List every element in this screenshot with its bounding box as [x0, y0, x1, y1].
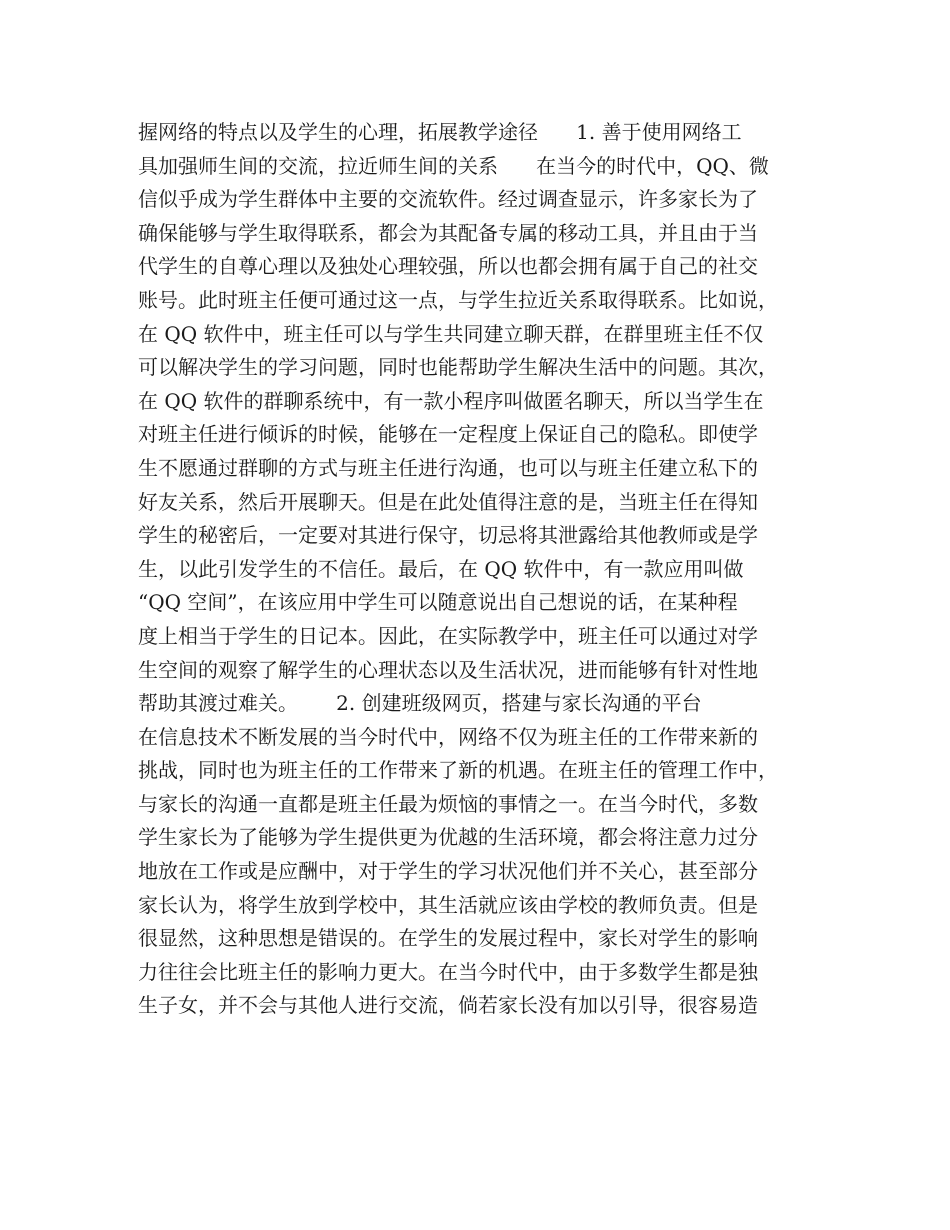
text-line: 力往往会比班主任的影响力更大。在当今时代中，由于多数学生都是独 [138, 959, 758, 984]
text-line: 生不愿通过群聊的方式与班主任进行沟通，也可以与班主任建立私下的 [138, 455, 758, 480]
text-line: 地放在工作或是应酬中，对于学生的学习状况他们并不关心，甚至部分 [138, 859, 758, 884]
text-line: 学生家长为了能够为学生提供更为优越的生活环境，都会将注意力过分 [138, 825, 758, 850]
text-line: 在 QQ 软件中，班主任可以与学生共同建立聊天群，在群里班主任不仅 [138, 321, 764, 346]
text-line: 在信息技术不断发展的当今时代中，网络不仅为班主任的工作带来新的 [138, 724, 758, 749]
text-line: 生空间的观察了解学生的心理状态以及生活状况，进而能够有针对性地 [138, 657, 758, 682]
text-line: 信似乎成为学生群体中主要的交流软件。经过调查显示，许多家长为了 [138, 187, 758, 212]
text-line: 握网络的特点以及学生的心理，拓展教学途径 1. 善于使用网络工 [138, 120, 742, 144]
text-line: 可以解决学生的学习问题，同时也能帮助学生解决生活中的问题。其次， [138, 355, 778, 380]
text-line: 帮助其渡过难关。 2. 创建班级网页，搭建与家长沟通的平台 [138, 691, 702, 716]
text-line: 家长认为，将学生放到学校中，其生活就应该由学校的教师负责。但是 [138, 892, 758, 917]
text-line: 生，以此引发学生的不信任。最后，在 QQ 软件中，有一款应用叫做 [138, 556, 744, 581]
text-line: 生子女，并不会与其他人进行交流，倘若家长没有加以引导，很容易造 [138, 993, 758, 1018]
text-line: 账号。此时班主任便可通过这一点，与学生拉近关系取得联系。比如说， [138, 287, 778, 312]
text-line: 好友关系，然后开展聊天。但是在此处值得注意的是，当班主任在得知 [138, 489, 758, 514]
text-line: 度上相当于学生的日记本。因此，在实际教学中，班主任可以通过对学 [138, 623, 758, 648]
text-line: 与家长的沟通一直都是班主任最为烦恼的事情之一。在当今时代，多数 [138, 791, 758, 816]
text-line: 代学生的自尊心理以及独处心理较强，所以也都会拥有属于自己的社交 [138, 254, 758, 279]
text-line: 具加强师生间的交流，拉近师生间的关系 在当今的时代中，QQ、微 [138, 153, 769, 178]
text-line: 挑战，同时也为班主任的工作带来了新的机遇。在班主任的管理工作中， [138, 758, 778, 783]
text-line: “QQ 空间”，在该应用中学生可以随意说出自己想说的话，在某种程 [138, 590, 738, 615]
text-line: 很显然，这种思想是错误的。在学生的发展过程中，家长对学生的影响 [138, 926, 758, 951]
text-line: 在 QQ 软件的群聊系统中，有一款小程序叫做匿名聊天，所以当学生在 [138, 388, 764, 413]
body-text [138, 116, 828, 1023]
text-line: 学生的秘密后，一定要对其进行保守，切忌将其泄露给其他教师或是学 [138, 523, 758, 548]
text-line: 确保能够与学生取得联系，都会为其配备专属的移动工具，并且由于当 [138, 220, 758, 245]
text-line: 对班主任进行倾诉的时候，能够在一定程度上保证自己的隐私。即使学 [138, 422, 758, 447]
